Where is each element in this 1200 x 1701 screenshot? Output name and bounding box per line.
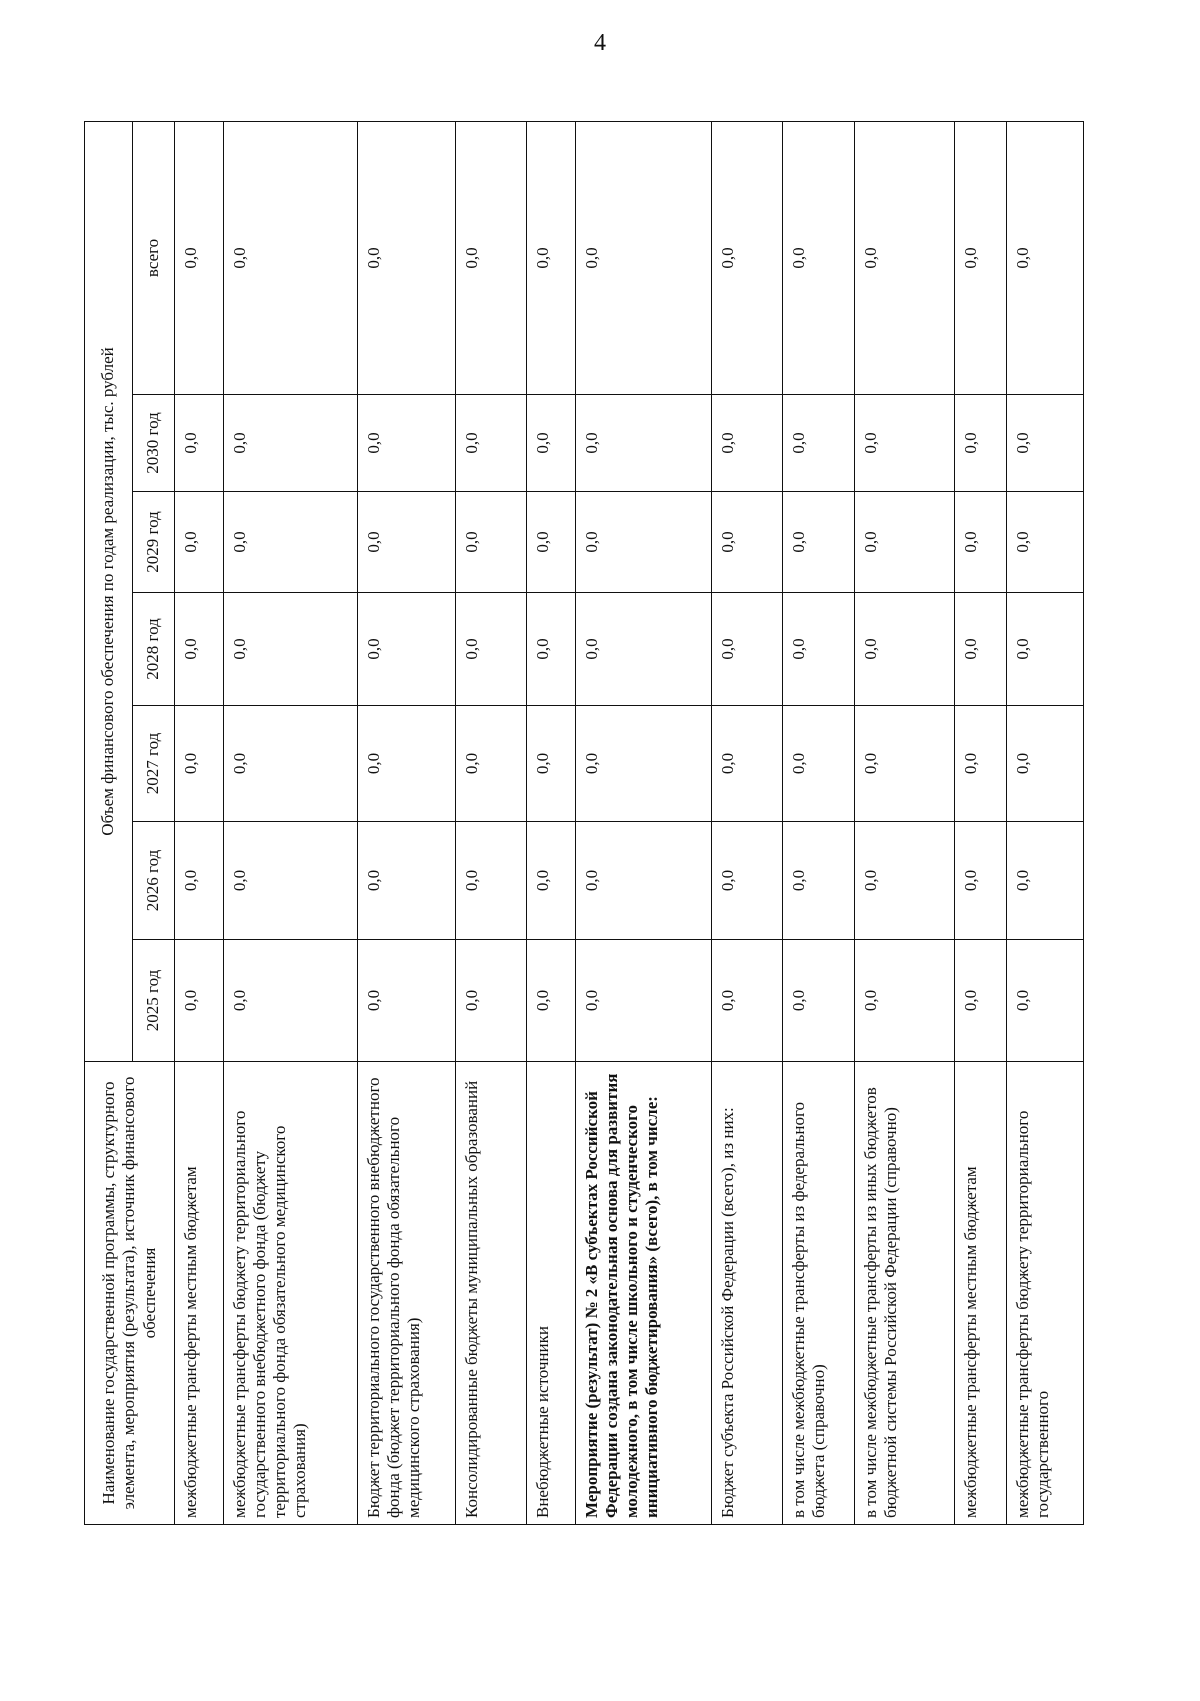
row-year-value: 0,0: [1006, 822, 1083, 940]
row-name: межбюджетные трансферты бюджету территориального государственного: [1006, 1062, 1083, 1525]
row-name: Внебюджетные источники: [526, 1062, 575, 1525]
row-year-value: 0,0: [357, 395, 455, 492]
row-year-value: 0,0: [575, 822, 711, 940]
row-year-value: 0,0: [456, 706, 527, 822]
table-row: [575, 121, 711, 1524]
row-name: межбюджетные трансферты бюджету территориального государственного внебюджетного фонда (бюджету территориального фонда обязательного медицинского страхования): [223, 1062, 357, 1525]
row-year-value: 0,0: [782, 940, 854, 1062]
row-year-value: 0,0: [223, 492, 357, 593]
row-total-value: 0,0: [575, 121, 711, 394]
row-name: межбюджетные трансферты местным бюджетам: [954, 1062, 1006, 1525]
row-year-value: 0,0: [175, 492, 224, 593]
header-year: 2027 год: [133, 706, 175, 822]
table-row: [223, 121, 357, 1524]
row-name: Консолидированные бюджеты муниципальных образований: [456, 1062, 527, 1525]
row-year-value: 0,0: [782, 395, 854, 492]
financing-table: [84, 121, 1084, 1525]
row-year-value: 0,0: [711, 492, 782, 593]
row-year-value: 0,0: [954, 822, 1006, 940]
row-year-value: 0,0: [854, 822, 954, 940]
row-year-value: 0,0: [223, 593, 357, 706]
row-total-value: 0,0: [175, 121, 224, 394]
row-year-value: 0,0: [175, 395, 224, 492]
row-total-value: 0,0: [782, 121, 854, 394]
row-year-value: 0,0: [575, 593, 711, 706]
row-year-value: 0,0: [954, 940, 1006, 1062]
row-year-value: 0,0: [357, 940, 455, 1062]
row-year-value: 0,0: [526, 395, 575, 492]
row-year-value: 0,0: [357, 706, 455, 822]
rotated-table-frame: [84, 122, 1084, 1525]
row-year-value: 0,0: [782, 822, 854, 940]
row-year-value: 0,0: [1006, 940, 1083, 1062]
row-year-value: 0,0: [456, 822, 527, 940]
row-year-value: 0,0: [175, 593, 224, 706]
row-year-value: 0,0: [1006, 706, 1083, 822]
row-year-value: 0,0: [954, 593, 1006, 706]
table-row: [456, 121, 527, 1524]
row-year-value: 0,0: [954, 395, 1006, 492]
header-financing-group: Объем финансового обеспечения по годам реализации, тыс. рублей: [85, 121, 133, 1061]
row-name: Бюджет субъекта Российской Федерации (всего), из них:: [711, 1062, 782, 1525]
header-name-column: Наименование государственной программы, структурного элемента, мероприятия (результата), источник финансового обеспечения: [85, 1062, 175, 1525]
row-total-value: 0,0: [223, 121, 357, 394]
row-name: в том числе межбюджетные трансферты из федерального бюджета (справочно): [782, 1062, 854, 1525]
row-year-value: 0,0: [782, 492, 854, 593]
row-year-value: 0,0: [782, 593, 854, 706]
row-total-value: 0,0: [954, 121, 1006, 394]
row-year-value: 0,0: [223, 706, 357, 822]
row-name: Мероприятие (результат) № 2 «В субъектах Российской Федерации создана законодательная основа для развития молодежного, в том числе школьного и студенческого инициативного бюджетирования» (всего), в том числе:: [575, 1062, 711, 1525]
row-total-value: 0,0: [711, 121, 782, 394]
row-year-value: 0,0: [854, 593, 954, 706]
row-year-value: 0,0: [711, 593, 782, 706]
rotated-table-wrapper: [84, 122, 1084, 1525]
header-total: всего: [133, 121, 175, 394]
table-body: [175, 121, 1084, 1524]
table-row: [1006, 121, 1083, 1524]
row-year-value: 0,0: [357, 593, 455, 706]
row-year-value: 0,0: [1006, 593, 1083, 706]
row-year-value: 0,0: [526, 593, 575, 706]
page-number: 4: [594, 30, 606, 56]
row-year-value: 0,0: [711, 940, 782, 1062]
row-total-value: 0,0: [854, 121, 954, 394]
row-name: Бюджет территориального государственного внебюджетного фонда (бюджет территориального фонда обязательного медицинского страхования): [357, 1062, 455, 1525]
row-year-value: 0,0: [954, 706, 1006, 822]
table-row: [782, 121, 854, 1524]
row-year-value: 0,0: [711, 822, 782, 940]
row-year-value: 0,0: [456, 593, 527, 706]
row-year-value: 0,0: [175, 940, 224, 1062]
row-total-value: 0,0: [357, 121, 455, 394]
row-year-value: 0,0: [223, 940, 357, 1062]
row-total-value: 0,0: [456, 121, 527, 394]
row-year-value: 0,0: [575, 940, 711, 1062]
header-year: 2028 год: [133, 593, 175, 706]
row-year-value: 0,0: [854, 940, 954, 1062]
table-row: [175, 121, 224, 1524]
row-year-value: 0,0: [575, 395, 711, 492]
row-total-value: 0,0: [1006, 121, 1083, 394]
header-year: 2029 год: [133, 492, 175, 593]
row-year-value: 0,0: [711, 395, 782, 492]
row-total-value: 0,0: [526, 121, 575, 394]
row-year-value: 0,0: [782, 706, 854, 822]
row-name: в том числе межбюджетные трансферты из иных бюджетов бюджетной системы Российской Федерации (справочно): [854, 1062, 954, 1525]
row-year-value: 0,0: [526, 706, 575, 822]
row-year-value: 0,0: [526, 492, 575, 593]
table-row: [357, 121, 455, 1524]
row-year-value: 0,0: [357, 492, 455, 593]
header-year: 2030 год: [133, 395, 175, 492]
row-year-value: 0,0: [357, 822, 455, 940]
table-row: [526, 121, 575, 1524]
table-row: [711, 121, 782, 1524]
table-row: [954, 121, 1006, 1524]
header-year: 2026 год: [133, 822, 175, 940]
row-year-value: 0,0: [575, 492, 711, 593]
row-year-value: 0,0: [456, 492, 527, 593]
row-year-value: 0,0: [456, 940, 527, 1062]
row-year-value: 0,0: [854, 706, 954, 822]
row-year-value: 0,0: [526, 940, 575, 1062]
row-year-value: 0,0: [854, 395, 954, 492]
row-year-value: 0,0: [175, 822, 224, 940]
row-year-value: 0,0: [223, 395, 357, 492]
table-row: [854, 121, 954, 1524]
row-year-value: 0,0: [954, 492, 1006, 593]
row-year-value: 0,0: [223, 822, 357, 940]
row-year-value: 0,0: [711, 706, 782, 822]
row-year-value: 0,0: [526, 822, 575, 940]
row-name: межбюджетные трансферты местным бюджетам: [175, 1062, 224, 1525]
row-year-value: 0,0: [1006, 395, 1083, 492]
row-year-value: 0,0: [175, 706, 224, 822]
row-year-value: 0,0: [854, 492, 954, 593]
row-year-value: 0,0: [1006, 492, 1083, 593]
header-year: 2025 год: [133, 940, 175, 1062]
row-year-value: 0,0: [456, 395, 527, 492]
row-year-value: 0,0: [575, 706, 711, 822]
